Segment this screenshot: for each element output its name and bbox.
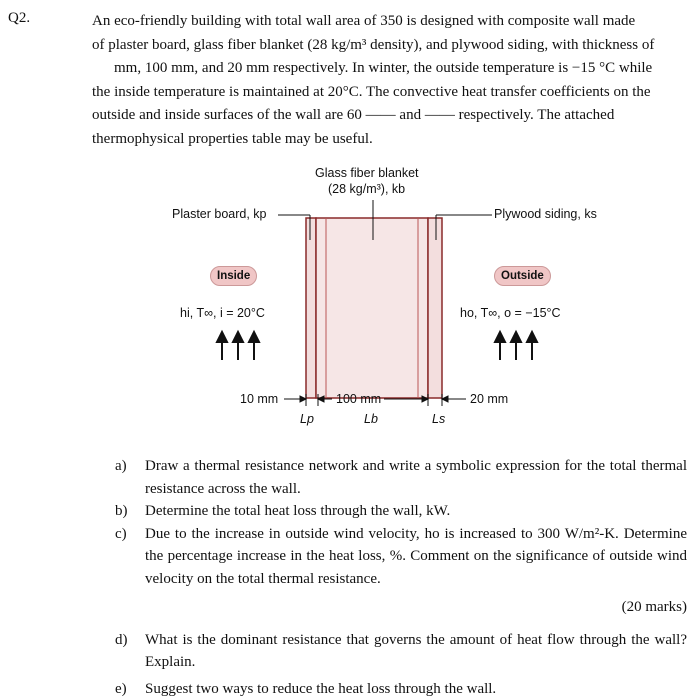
part-a <box>115 455 687 500</box>
outside-tag: Outside <box>494 266 551 286</box>
question-intro <box>92 10 688 151</box>
intro-line-6: thermophysical properties table may be useful. <box>92 128 688 152</box>
question-parts <box>115 455 687 700</box>
part-c <box>115 523 687 591</box>
part-text: Due to the increase in outside wind velocity, ho is increased to 300 W/m²-K. Determine the percentage increase in the heat loss, %. Comment on the significance of outside wind velocity on the total thermal resistance. <box>145 523 687 591</box>
marks-label: (20 marks) <box>115 596 687 619</box>
label-ls: Ls <box>432 412 445 426</box>
plywood-siding-label: Plywood siding, ks <box>494 207 597 221</box>
plaster-board-label: Plaster board, kp <box>172 207 267 221</box>
part-d <box>115 629 687 674</box>
plywood-layer <box>428 218 442 398</box>
intro-line-4: the inside temperature is maintained at 20°C. The convective heat transfer coefficients on the <box>92 81 688 105</box>
intro-line-3: mm, 100 mm, and 20 mm respectively. In winter, the outside temperature is −15 °C while <box>92 57 688 81</box>
dim-plaster: 10 mm <box>240 392 278 406</box>
part-label: d) <box>115 629 145 674</box>
part-label: b) <box>115 500 145 523</box>
intro-line-5: outside and inside surfaces of the wall are 60 —— and —— respectively. The attached <box>92 104 688 128</box>
part-text: What is the dominant resistance that governs the amount of heat flow through the wall? Explain. <box>145 629 687 674</box>
part-b <box>115 500 687 523</box>
outside-flow-arrows <box>495 332 537 360</box>
composite-wall-figure <box>160 160 580 440</box>
label-lp: Lp <box>300 412 314 426</box>
outside-conditions: ho, T∞, o = −15°C <box>460 306 561 320</box>
glass-fiber-density-label: (28 kg/m³), kb <box>328 182 405 196</box>
part-text: Suggest two ways to reduce the heat loss through the wall. <box>145 678 687 700</box>
glass-fiber-layer <box>316 218 428 398</box>
part-label: e) <box>115 678 145 700</box>
inside-conditions: hi, T∞, i = 20°C <box>180 306 265 320</box>
inside-flow-arrows <box>217 332 259 360</box>
plaster-board-layer <box>306 218 316 398</box>
intro-line-1: An eco-friendly building with total wall area of 350 is designed with composite wall made <box>92 10 688 34</box>
part-label: a) <box>115 455 145 500</box>
part-text: Draw a thermal resistance network and write a symbolic expression for the total thermal resistance across the wall. <box>145 455 687 500</box>
label-lb: Lb <box>364 412 378 426</box>
intro-line-2: of plaster board, glass fiber blanket (28 kg/m³ density), and plywood siding, with thickness of <box>92 34 688 58</box>
inside-tag: Inside <box>210 266 257 286</box>
question-number: Q2. <box>8 10 30 27</box>
part-text: Determine the total heat loss through the wall, kW. <box>145 500 687 523</box>
part-label: c) <box>115 523 145 591</box>
dim-plywood: 20 mm <box>470 392 508 406</box>
glass-fiber-label: Glass fiber blanket <box>315 166 419 180</box>
dim-glass: 100 mm <box>336 392 381 406</box>
